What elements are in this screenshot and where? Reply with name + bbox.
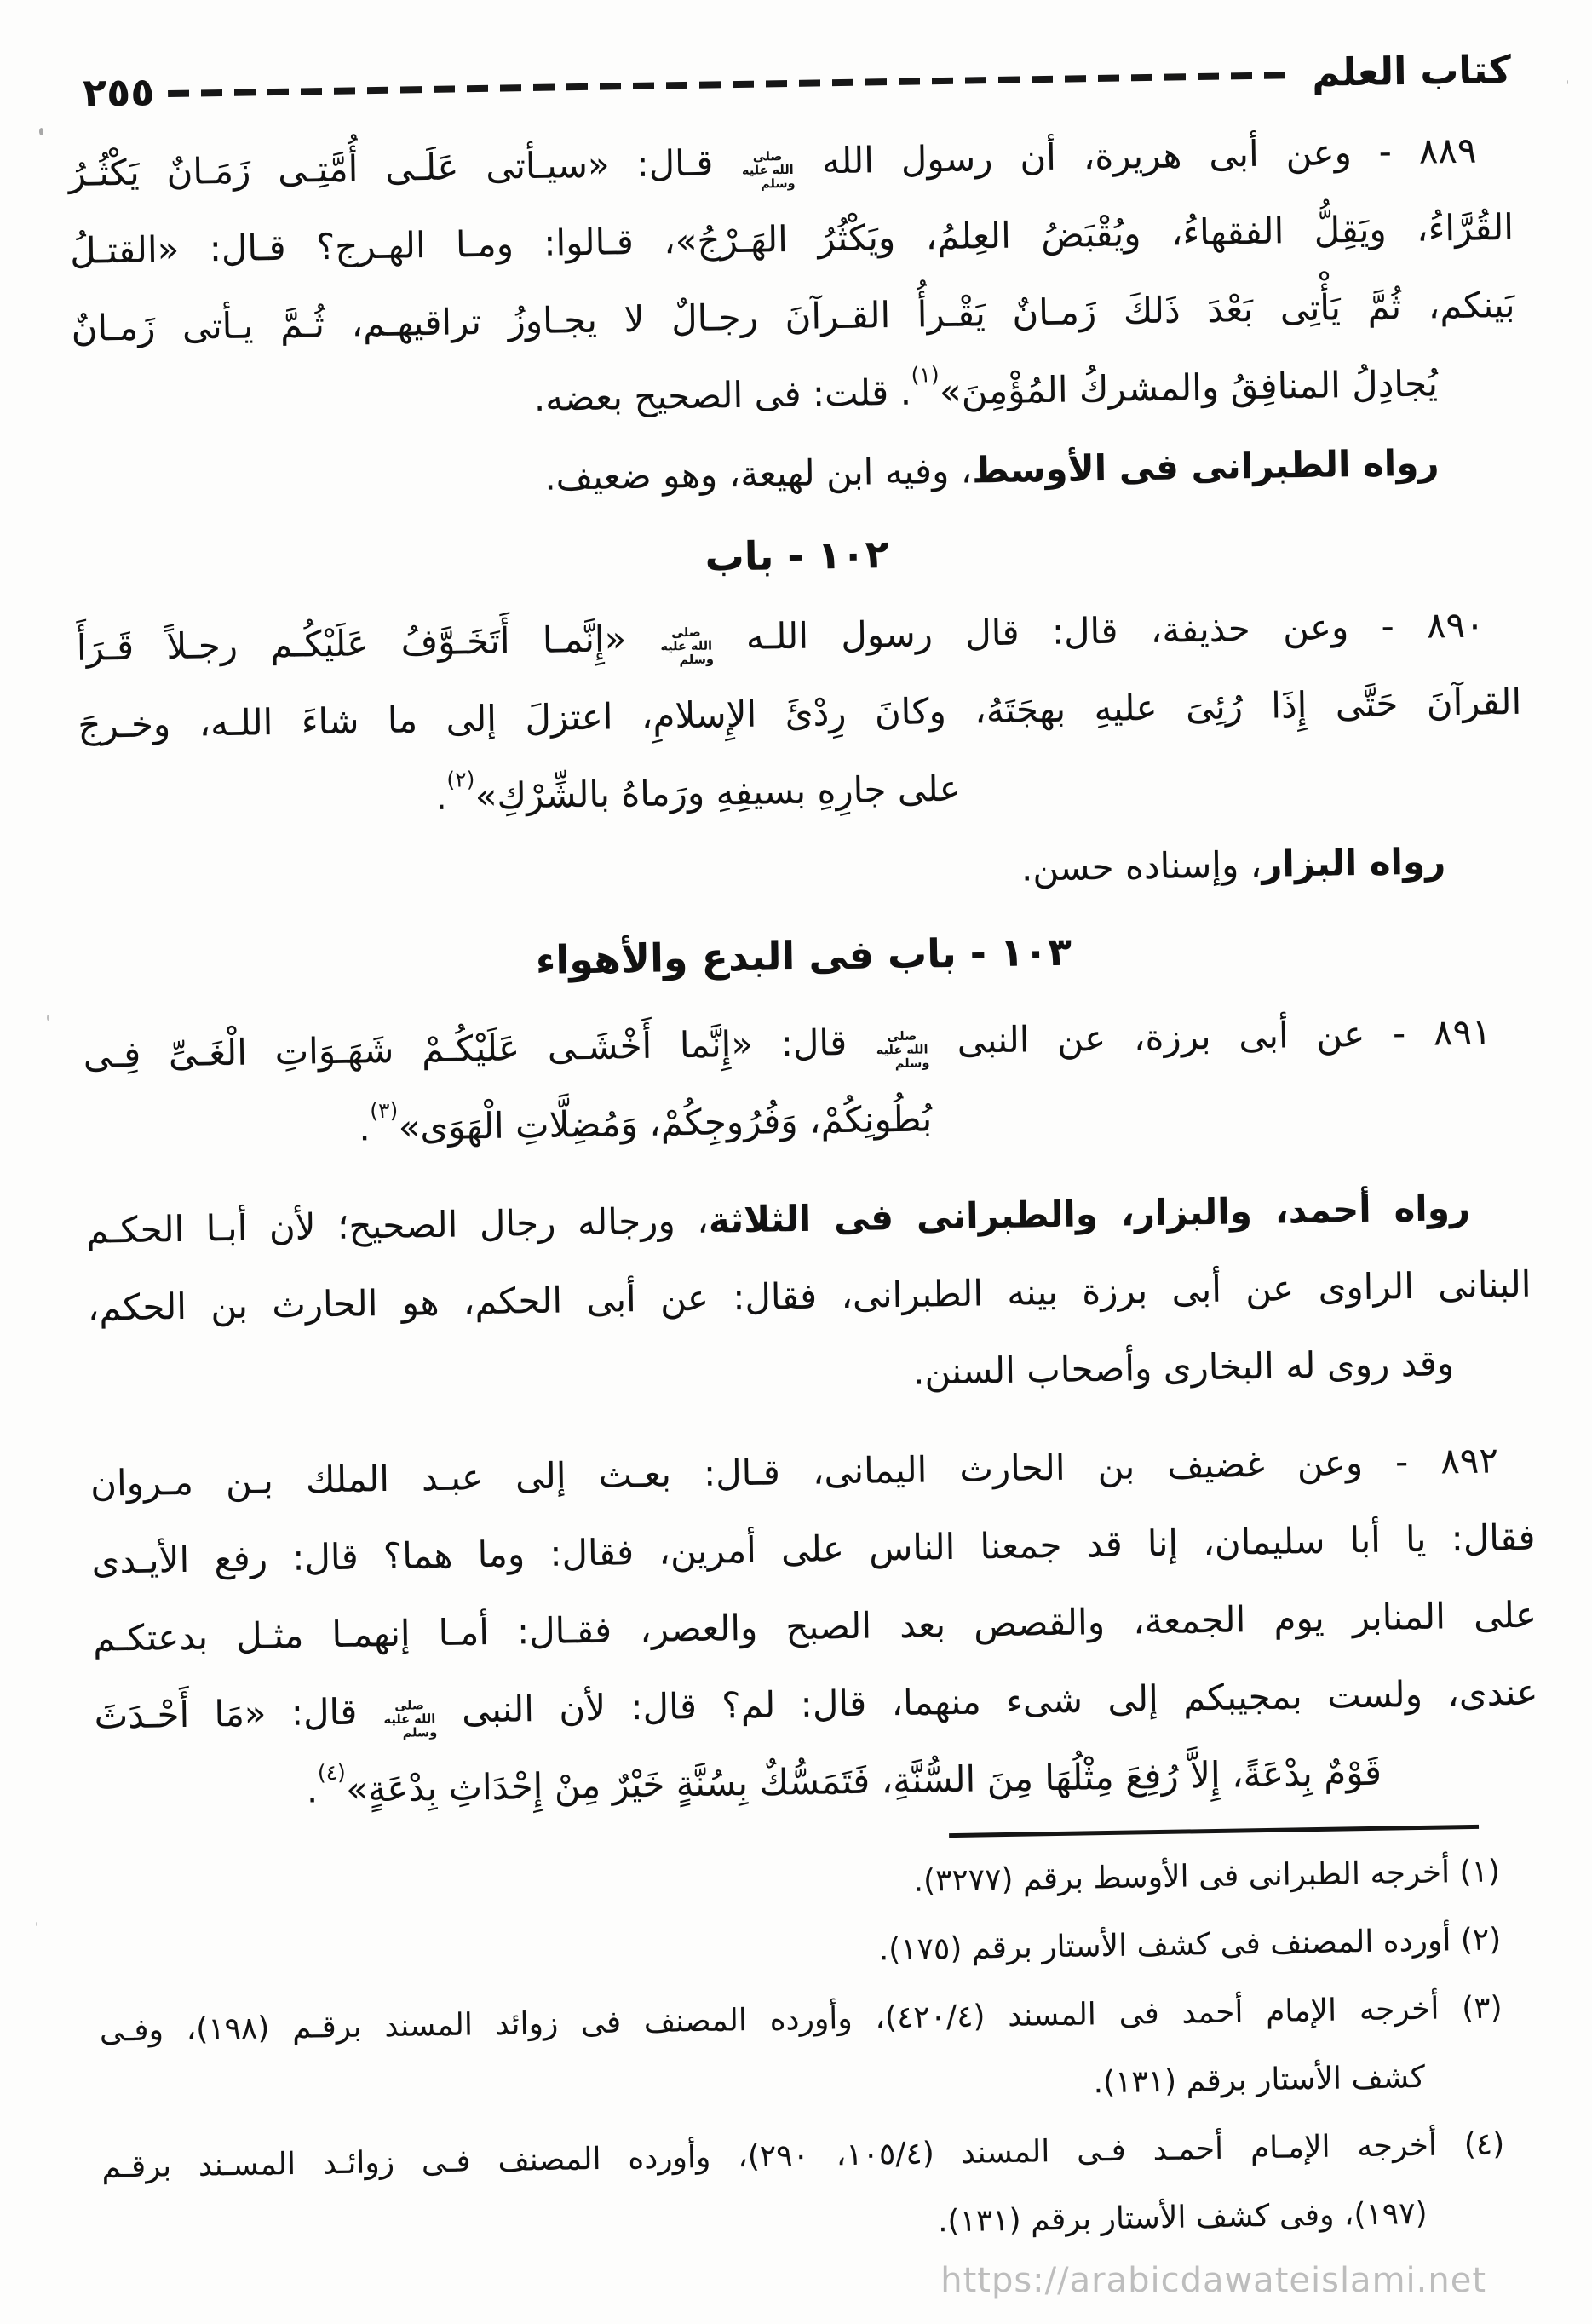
main-text [68,111,1540,1832]
hadith-line: القُرَّاءُ، ويَقِلُّ الفقهاءُ، ويُقْبَضُ العِلمُ، ويَكْثُرُ الهَـرْجُ»، قـالوا: ومـا الهـرج؟ قـال: «القتـلُ [69,205,1514,272]
hadith-text: «إِنَّمـا أَتَخَـوَّفُ عَلَيْكُـم رجـلاً قَـرَأَ [76,618,627,669]
footnote-line: كشف الأستار برقم (١٣١). [1093,2059,1426,2101]
section-heading-102: ١٠٢ - باب [704,531,890,580]
attribution-text: ، وإسناده حسن. [1020,843,1262,889]
footnote-line: (٤) أخرجه الإمـام أحمـد فـى المسند (١٠٥/٤، ٢٩٠)، وأورده المصنف فـى زوائـد المسـند برقـم [101,2126,1505,2185]
watermark-url: https://arabicdawateislami.net [940,2261,1486,2300]
footnote-line: (٣) أخرجه الإمام أحمد فى المسند (٤٢٠/٤)، وأورده المصنف فى زوائد المسند برقـم (١٩٨)، وفـى [99,1990,1503,2049]
hadith-line: فقال: يا أبا سليمان، إنا قد جمعنا الناس على أمرين، فقال: وما هما؟ قال: رفع الأيـدى [91,1516,1536,1582]
header-dashed-rule [168,72,1296,97]
hadith-text: بُطُونِكُمْ، وَفُرُوجِكُمْ، وَمُضِلَّاتِ الْهَوَى» [398,1097,933,1148]
saw-seal-mark: صلى الله عليه وسلم [741,149,796,192]
hadith-text: قال: «مَا أَحْـدَثَ [94,1690,358,1737]
footnote-ref-3: (٣) [370,1097,399,1124]
hadith-text: ٨٩٠ - وعن حذيفة، قال: قال رسول اللـه [745,603,1486,658]
attribution-text: ، ورجاله رجال الصحيح؛ لأن أبـا الحكـم [85,1199,710,1251]
hadith-text: عندى، ولست بمجيبكم إلى شىء منهما، قال: لم؟ قال: لأن النبى [461,1671,1538,1731]
footnote-line: (١٩٧)، وفى كشف الأستار برقم (١٣١). [937,2195,1428,2240]
saw-seal-mark: صلى الله عليه وسلم [660,625,715,668]
hadith-text: . [306,1769,319,1811]
hadith-line: بَينكم، ثُمَّ يَأْتِى بَعْدَ ذَلكَ زَمـانٌ يَقْـرأُ القـرآنَ رجـالٌ لا يجـاوزُ تراقيهـم، ثُـمَّ يـأتى زَمـانٌ [71,283,1515,349]
hadith-text: . [358,1107,371,1149]
source-name: رواه أحمد، والبزار، والطبرانى فى الثلاثة [708,1186,1471,1241]
hadith-line: القرآنَ حَتَّى إِذَا رُئِىَ عليهِ بهجَتَهُ، وكانَ رِدْئَ الإِسلامِ، اعتزلَ إلى ما شاءَ اللـه، وخـرجَ [77,680,1522,746]
footnote-4 [101,2113,1506,2267]
running-header [66,37,1511,124]
hadith-text: يُجادِلُ المنافِقُ والمشركُ المُؤْمِنَ» [939,362,1439,413]
section-heading-103: ١٠٣ - باب فى البدع والأهواء [535,928,1072,984]
source-name: رواه البزار [1261,840,1446,885]
hadith-text: . قلت: فى الصحيح بعضه. [533,371,912,419]
attribution-891 [85,1168,1532,1424]
page-number: ٢٥٥ [82,68,155,116]
saw-seal-mark: صلى الله عليه وسلم [383,1698,438,1740]
hadith-889 [68,111,1517,445]
attribution-line: وقد روى له البخارى وأصحاب السنن. [912,1342,1455,1393]
hadith-text: على جارِهِ بسيفِهِ ورَماهُ بالشِّرْكِ» [474,767,962,818]
hadith-line: على المنابر يوم الجمعة، والقصص بعد الصبح والعصر، فقـال: أمـا إنهمـا مثـل بدعتكـم [92,1593,1537,1660]
hadith-text: . [434,775,448,818]
hadith-text: قَوْمٌ بِدْعَةً، إِلاَّ رُفِعَ مِثْلُهَا مِنَ السُّنَّةِ، فَتَمَسُّكٌ بِسُنَّةٍ خَيْرٌ مِنْ إِحْدَاثِ بِدْعَةٍ» [345,1751,1382,1810]
footnote-2: (٢) أورده المصنف فى كشف الأستار برقم (١٧٥). [878,1922,1502,1968]
footnotes-section [96,1824,1547,2268]
hadith-892 [89,1421,1539,1832]
hadith-text: ٨٨٩ - وعن أبى هريرة، أن رسول الله [821,129,1477,182]
footnote-3 [99,1976,1503,2131]
footnote-separator-rule [949,1825,1479,1838]
hadith-text: ٨٩١ - عن أبى برزة، عن النبى [957,1010,1491,1061]
footnote-ref-2: (٢) [446,767,475,792]
hadith-text: قال: «إِنَّما أَخْشَـى عَلَيْكُـمْ شَهَـوَاتِ الْغَـىِّ فِـى [83,1021,848,1076]
hadith-891 [83,992,1529,1171]
footnote-ref-1: (١) [911,362,940,388]
hadith-890 [76,585,1523,842]
attribution-line: البنانى الراوى عن أبى برزة بينه الطبرانى، فقال: عن أبى الحكم، هو الحارث بن الحكم، [87,1263,1532,1329]
hadith-text: قـال: «سيـأتى عَلَـى أُمَّتِـى زَمَـانٌ يَكْثُـرُ [68,141,714,194]
saw-seal-mark: صلى الله عليه وسلم [876,1029,930,1072]
footnote-1: (١) أخرجه الطبرانى فى الأوسط برقم (٣٢٧٧). [913,1854,1501,1899]
source-name: رواه الطبرانى فى الأوسط [971,441,1440,492]
attribution-text: ، وفيه ابن لهيعة، وهو ضعيف. [543,449,973,498]
hadith-line: ٨٩٢ - وعن غضيف بن الحارث اليمانى، قـال: بعـث إلى عبـد الملك بـن مـروان [89,1439,1499,1504]
book-title: كتاب العلم [1311,46,1512,95]
footnote-ref-4: (٤) [317,1759,347,1786]
